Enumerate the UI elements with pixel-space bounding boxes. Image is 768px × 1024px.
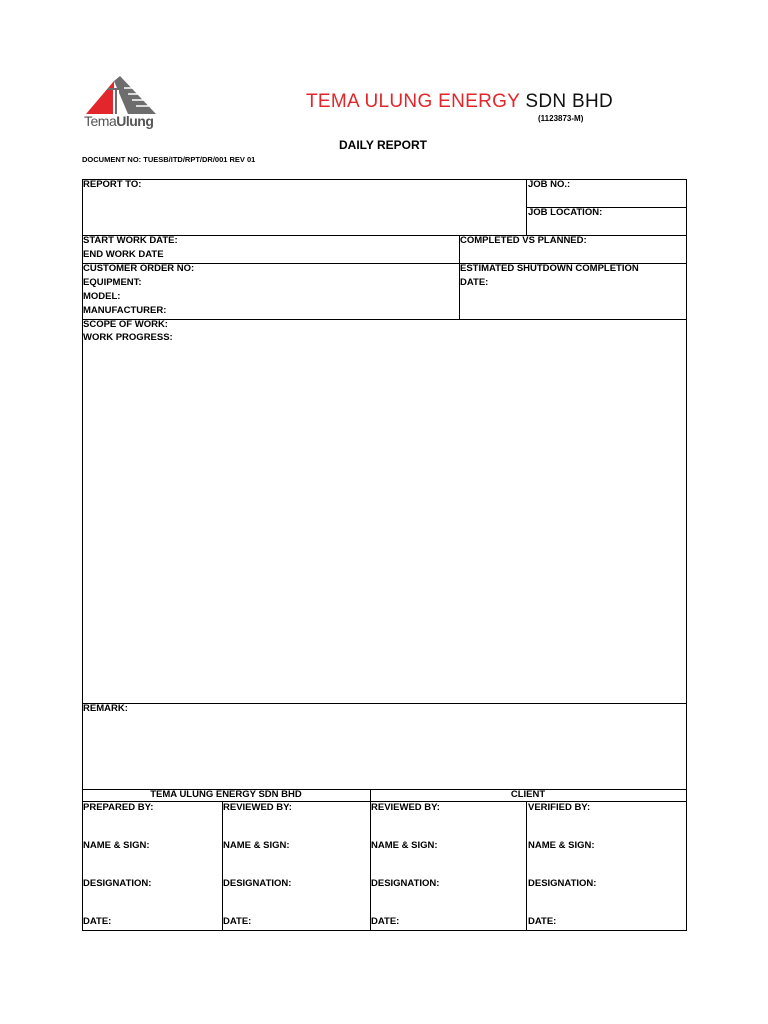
logo-wordmark: TemaUlung	[84, 113, 154, 129]
company-signoff-header: TEMA ULUNG ENERGY SDN BHD	[150, 789, 302, 800]
customer-order-no-label: CUSTOMER ORDER NO:	[83, 263, 195, 274]
document-number: DOCUMENT NO: TUESB/ITD/RPT/DR/001 REV 01	[82, 155, 256, 164]
verified-by-label: VERIFIED BY:	[528, 802, 591, 813]
name-sign-label: NAME & SIGN:	[371, 840, 438, 851]
company-name: TEMA ULUNG ENERGY SDN BHD	[306, 91, 613, 112]
signoff-date-label: DATE:	[371, 916, 400, 927]
end-work-date-label: END WORK DATE	[83, 249, 164, 260]
remark-label: REMARK:	[83, 703, 128, 714]
page-title: DAILY REPORT	[338, 138, 428, 152]
designation-label: DESIGNATION:	[83, 878, 152, 889]
job-location-label: JOB LOCATION:	[528, 207, 603, 218]
name-sign-label: NAME & SIGN:	[83, 840, 150, 851]
client-signoff-header: CLIENT	[510, 789, 546, 800]
client-reviewed-by-label: REVIEWED BY:	[371, 802, 440, 813]
name-sign-label: NAME & SIGN:	[223, 840, 290, 851]
work-progress-label: WORK PROGRESS:	[83, 332, 173, 343]
scope-of-work-label: SCOPE OF WORK:	[83, 319, 168, 330]
equipment-label: EQUIPMENT:	[83, 277, 142, 288]
job-no-label: JOB NO.:	[528, 179, 571, 190]
signoff-date-label: DATE:	[223, 916, 252, 927]
designation-label: DESIGNATION:	[223, 878, 292, 889]
signoff-date-label: DATE:	[83, 916, 112, 927]
designation-label: DESIGNATION:	[371, 878, 440, 889]
start-work-date-label: START WORK DATE:	[83, 235, 178, 246]
name-sign-label: NAME & SIGN:	[528, 840, 595, 851]
shutdown-date-label: DATE:	[460, 277, 489, 288]
designation-label: DESIGNATION:	[528, 878, 597, 889]
prepared-by-label: PREPARED BY:	[83, 802, 154, 813]
completed-vs-planned-label: COMPLETED VS PLANNED:	[460, 235, 587, 246]
estimated-shutdown-label: ESTIMATED SHUTDOWN COMPLETION	[460, 263, 639, 274]
model-label: MODEL:	[83, 291, 121, 302]
signoff-date-label: DATE:	[528, 916, 557, 927]
registration-number: (1123873-M)	[538, 114, 584, 123]
reviewed-by-label: REVIEWED BY:	[223, 802, 292, 813]
report-to-label: REPORT TO:	[83, 179, 142, 190]
manufacturer-label: MANUFACTURER:	[83, 305, 167, 316]
